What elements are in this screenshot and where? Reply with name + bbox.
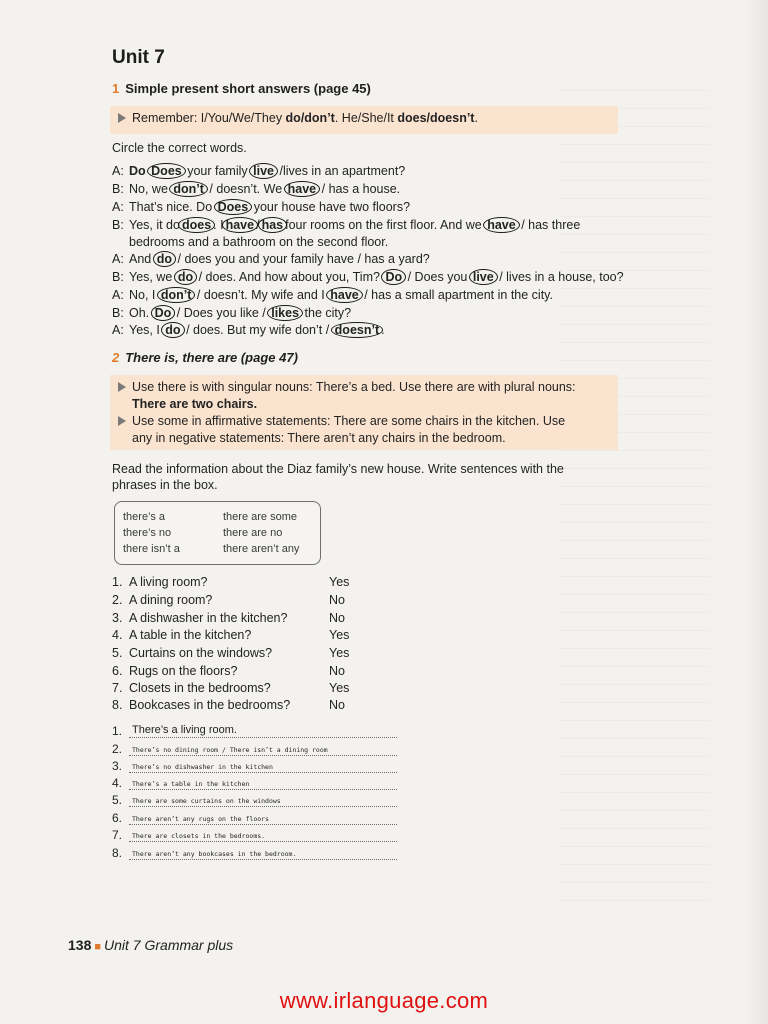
circled-answer: doesn’t bbox=[331, 322, 383, 338]
circled-answer: do bbox=[174, 269, 197, 285]
answer-line: 3. There’s no dishwasher in the kitchen bbox=[112, 757, 397, 773]
phrase-item: there are no bbox=[223, 527, 283, 539]
answer-line: 1. There’s a living room. bbox=[112, 722, 397, 738]
footer-title: Unit 7 Grammar plus bbox=[104, 937, 234, 953]
question-answer: No bbox=[329, 698, 345, 712]
written-answer: There are closets in the bedrooms. bbox=[132, 832, 266, 840]
question-answer: Yes bbox=[329, 628, 350, 642]
circled-answer: does bbox=[178, 217, 215, 233]
dialogue-line: A: That’s nice. Do Does your house have two floors? bbox=[112, 200, 411, 214]
written-answer: There’s a living room. bbox=[132, 724, 237, 736]
instruction-circle: Circle the correct words. bbox=[112, 141, 247, 155]
phrase-item: there are some bbox=[223, 511, 297, 523]
written-answer: There are some curtains on the windows bbox=[132, 797, 281, 805]
circled-answer: Do bbox=[381, 269, 406, 285]
written-answer: There’s no dining room / There isn’t a dining room bbox=[132, 746, 328, 754]
phrase-box bbox=[114, 501, 321, 565]
page-number: 138 bbox=[68, 937, 92, 953]
play-arrow-icon bbox=[118, 113, 126, 123]
dotted-rule bbox=[129, 772, 397, 773]
written-answer: There aren’t any rugs on the floors bbox=[132, 815, 269, 823]
question-item: 6. Rugs on the floors? bbox=[112, 664, 238, 678]
dotted-rule bbox=[129, 789, 397, 790]
dialogue-line: A: Do Does your family live /lives in an apartment? bbox=[112, 164, 406, 178]
dotted-rule bbox=[129, 806, 397, 807]
question-answer: No bbox=[329, 593, 345, 607]
dialogue-line: B: Yes, we do / does. And how about you, Tim? Do / Does you live / lives in a house, too? bbox=[112, 270, 624, 284]
watermark-url: www.irlanguage.com bbox=[279, 988, 489, 1013]
question-item: 2. A dining room? bbox=[112, 593, 213, 607]
dotted-rule bbox=[129, 841, 397, 842]
answer-line: 8. There aren’t any bookcases in the bedroom. bbox=[112, 844, 397, 860]
circled-answer: Do bbox=[151, 305, 176, 321]
dialogue-line: bedrooms and a bathroom on the second floor. bbox=[129, 235, 389, 249]
phrase-item: there’s a bbox=[123, 511, 165, 523]
question-item: 7. Closets in the bedrooms? bbox=[112, 681, 271, 695]
section-1-heading: 1 Simple present short answers (page 45) bbox=[112, 81, 371, 96]
circled-answer: do bbox=[153, 251, 176, 267]
circled-answer: has bbox=[258, 217, 288, 233]
phrase-item: there aren’t any bbox=[223, 543, 300, 555]
section-2-heading: 2 There is, there are (page 47) bbox=[112, 350, 298, 365]
dialogue-line: B: No, we don’t / doesn’t. We have / has a house. bbox=[112, 182, 401, 196]
question-answer: No bbox=[329, 664, 345, 678]
dialogue-line: A: Yes, I do / does. But my wife don’t / doesn’t . bbox=[112, 323, 385, 337]
circled-answer: live bbox=[249, 163, 278, 179]
written-answer: There’s no dishwasher in the kitchen bbox=[132, 763, 273, 771]
question-item: 5. Curtains on the windows? bbox=[112, 646, 273, 660]
answer-line: 7. There are closets in the bedrooms. bbox=[112, 826, 397, 842]
question-item: 1. A living room? bbox=[112, 575, 208, 589]
play-arrow-icon bbox=[118, 416, 126, 426]
circled-answer: have bbox=[284, 181, 321, 197]
dotted-rule bbox=[129, 755, 397, 756]
square-bullet-icon: ■ bbox=[94, 941, 102, 953]
remember-text: Remember: I/You/We/They do/don’t. He/She/It does/doesn’t. bbox=[118, 111, 478, 125]
circled-answer: have bbox=[483, 217, 520, 233]
circled-answer: likes bbox=[267, 305, 303, 321]
circled-answer: have bbox=[326, 287, 363, 303]
show-through-texture bbox=[560, 90, 710, 910]
circled-answer: Does bbox=[214, 199, 253, 215]
question-answer: No bbox=[329, 611, 345, 625]
dialogue-line: B: Yes, it do does . I have / has four rooms on the first floor. And we have / has three bbox=[112, 218, 581, 232]
answer-line: 5. There are some curtains on the windows bbox=[112, 791, 397, 807]
circled-answer: Does bbox=[147, 163, 186, 179]
tip-line: any in negative statements: There aren’t any chairs in the bedroom. bbox=[132, 431, 506, 445]
instruction-read: phrases in the box. bbox=[112, 478, 218, 492]
tip-line: Use some in affirmative statements: There are some chairs in the kitchen. Use bbox=[118, 414, 565, 428]
written-answer: There aren’t any bookcases in the bedroom. bbox=[132, 850, 297, 858]
question-answer: Yes bbox=[329, 575, 350, 589]
tip-line: There are two chairs. bbox=[132, 397, 258, 411]
dotted-rule bbox=[129, 859, 397, 860]
circled-answer: don’t bbox=[157, 287, 196, 303]
dotted-rule bbox=[129, 824, 397, 825]
question-item: 3. A dishwasher in the kitchen? bbox=[112, 611, 288, 625]
phrase-item: there isn’t a bbox=[123, 543, 180, 555]
circled-answer: live bbox=[469, 269, 498, 285]
question-item: 8. Bookcases in the bedrooms? bbox=[112, 698, 291, 712]
remember-box bbox=[110, 106, 618, 134]
dialogue-line: A: No, I don’t / doesn’t. My wife and I have / has a small apartment in the city. bbox=[112, 288, 553, 302]
question-answer: Yes bbox=[329, 646, 350, 660]
question-item: 4. A table in the kitchen? bbox=[112, 628, 252, 642]
answer-line: 4. There’s a table in the kitchen bbox=[112, 774, 397, 790]
circled-answer: do bbox=[161, 322, 184, 338]
dialogue-line: A: And do / does you and your family have / has a yard? bbox=[112, 252, 430, 266]
play-arrow-icon bbox=[118, 382, 126, 392]
instruction-read: Read the information about the Diaz family’s new house. Write sentences with the bbox=[112, 462, 564, 476]
answer-line: 2. There’s no dining room / There isn’t a dining room bbox=[112, 740, 397, 756]
question-answer: Yes bbox=[329, 681, 350, 695]
written-answer: There’s a table in the kitchen bbox=[132, 780, 250, 788]
answer-line: 6. There aren’t any rugs on the floors bbox=[112, 809, 397, 825]
dotted-rule bbox=[129, 737, 397, 738]
circled-answer: don’t bbox=[169, 181, 208, 197]
tip-line: Use there is with singular nouns: There’s a bed. Use there are with plural nouns: bbox=[118, 380, 576, 394]
grammar-tip-box bbox=[110, 375, 618, 450]
circled-answer: have bbox=[222, 217, 259, 233]
dialogue-line: B: Oh. Do / Does you like / likes the city? bbox=[112, 306, 352, 320]
unit-title: Unit 7 bbox=[112, 47, 165, 68]
page-footer bbox=[68, 937, 233, 953]
phrase-item: there’s no bbox=[123, 527, 172, 539]
